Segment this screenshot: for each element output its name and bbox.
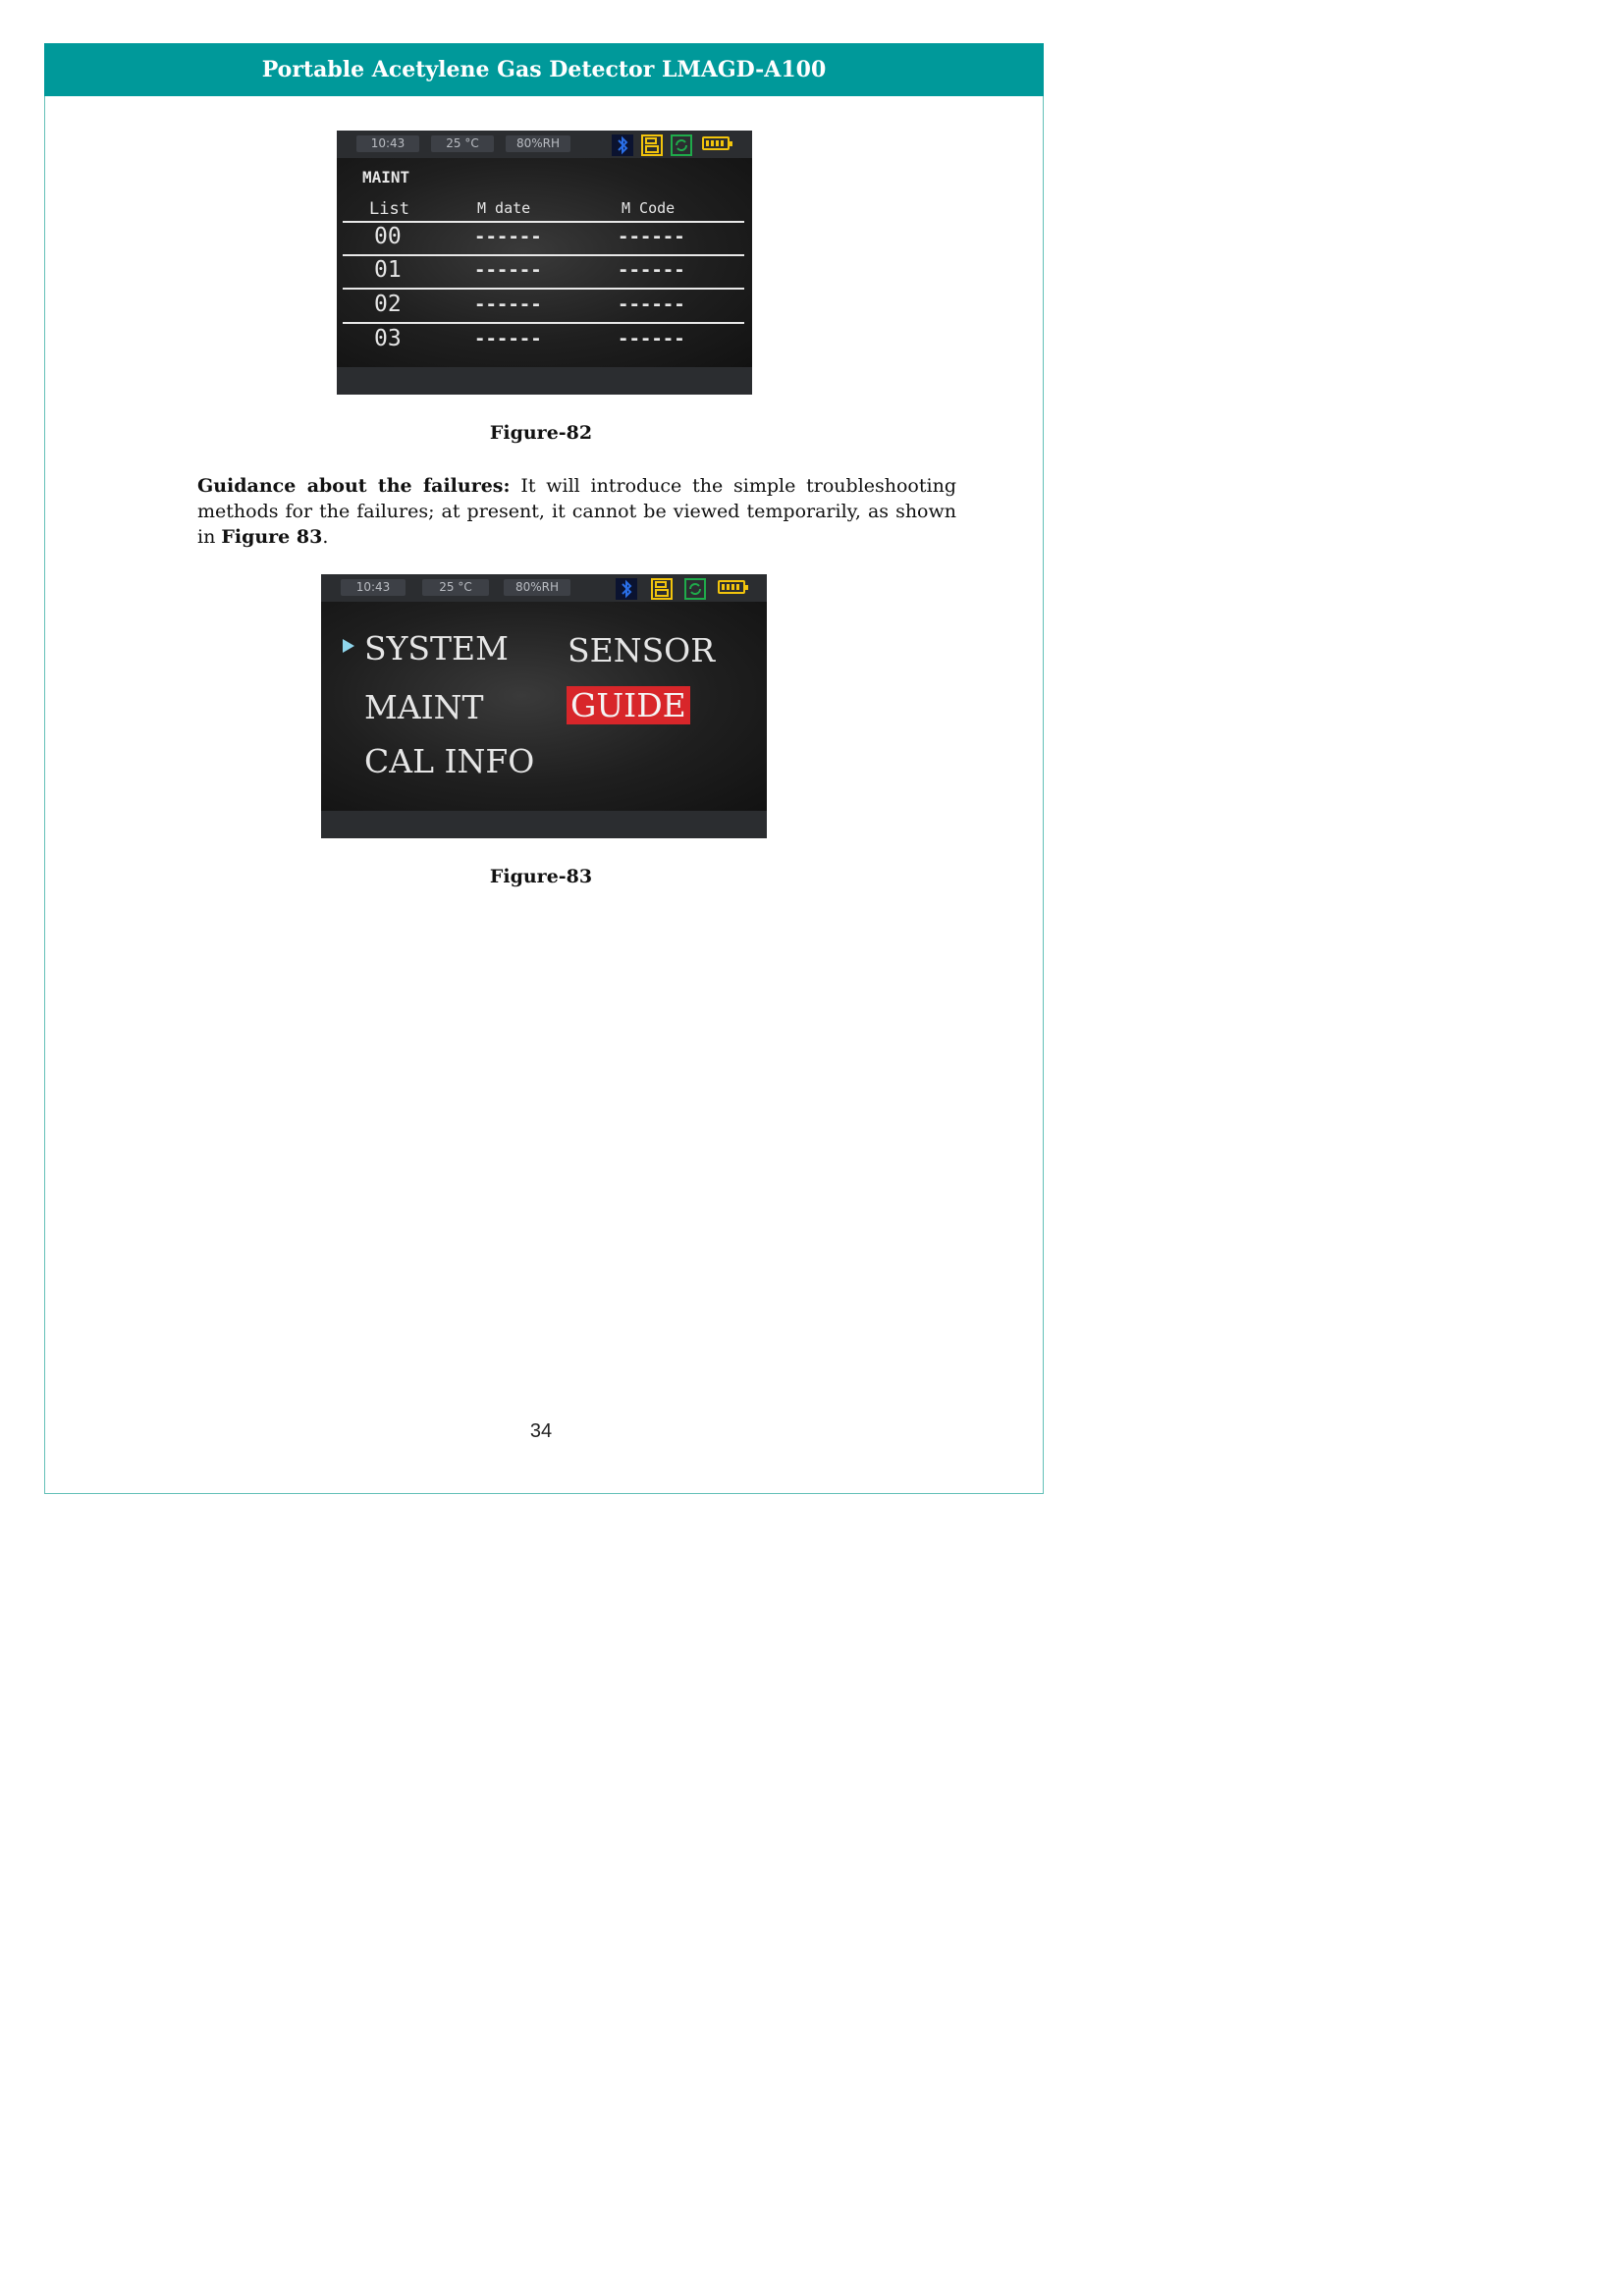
save-icon (641, 134, 663, 156)
document-title: Portable Acetylene Gas Detector LMAGD-A100 (261, 57, 827, 82)
temperature-chip: 25 °C (431, 135, 494, 152)
figure-82-screen (337, 131, 752, 395)
figure-83-caption: Figure-83 (489, 866, 593, 887)
screen-body (321, 602, 767, 811)
figure-82-caption: Figure-82 (489, 422, 593, 444)
status-bar (337, 131, 752, 158)
paragraph-end: . (322, 526, 329, 548)
screen-title: MAINT (362, 168, 410, 187)
bluetooth-icon (612, 134, 633, 156)
page-header (44, 43, 1044, 96)
sync-icon (684, 578, 706, 600)
row-divider (343, 254, 744, 256)
battery-icon (702, 136, 730, 150)
figure-reference: Figure 83 (221, 526, 323, 548)
time-chip: 10:43 (341, 579, 406, 596)
column-header-list: List (369, 199, 409, 219)
row-mdate: ------ (474, 294, 542, 315)
temperature-chip: 25 °C (422, 579, 489, 596)
menu-item-sensor[interactable]: SENSOR (568, 631, 716, 669)
sync-icon (671, 134, 692, 156)
row-list-number: 03 (374, 326, 402, 351)
bottom-bar (337, 367, 752, 395)
row-divider (343, 221, 744, 223)
menu-item-cal-info[interactable]: CAL INFO (364, 742, 535, 780)
menu-item-maint[interactable]: MAINT (364, 688, 484, 726)
column-header-mdate: M date (477, 199, 531, 217)
humidity-chip: 80%RH (506, 135, 570, 152)
row-divider (343, 322, 744, 324)
paragraph-text: It will introduce the simple troubleshooting methods for the failures; at present, it cannot be viewed temporarily, as shown in (197, 475, 956, 548)
row-mcode: ------ (618, 226, 685, 247)
paragraph-lead: Guidance about the failures: (197, 475, 511, 497)
row-list-number: 01 (374, 257, 402, 283)
figure-83-screen (321, 574, 767, 838)
row-mcode: ------ (618, 294, 685, 315)
selection-arrow-icon (343, 639, 354, 653)
column-header-mcode: M Code (622, 199, 676, 217)
humidity-chip: 80%RH (504, 579, 570, 596)
status-bar (321, 574, 767, 602)
row-mcode: ------ (618, 328, 685, 349)
row-mdate: ------ (474, 226, 542, 247)
row-list-number: 00 (374, 224, 402, 249)
save-icon (651, 578, 673, 600)
row-list-number: 02 (374, 292, 402, 317)
menu-item-guide[interactable]: GUIDE (567, 686, 690, 724)
screen-body (337, 158, 752, 367)
row-divider (343, 288, 744, 290)
bottom-bar (321, 811, 767, 838)
row-mdate: ------ (474, 328, 542, 349)
guidance-paragraph (197, 473, 956, 550)
battery-icon (718, 580, 745, 594)
row-mdate: ------ (474, 259, 542, 281)
time-chip: 10:43 (356, 135, 419, 152)
menu-item-system[interactable]: SYSTEM (364, 629, 509, 667)
page-number: 34 (529, 1420, 553, 1442)
row-mcode: ------ (618, 259, 685, 281)
bluetooth-icon (616, 578, 637, 600)
